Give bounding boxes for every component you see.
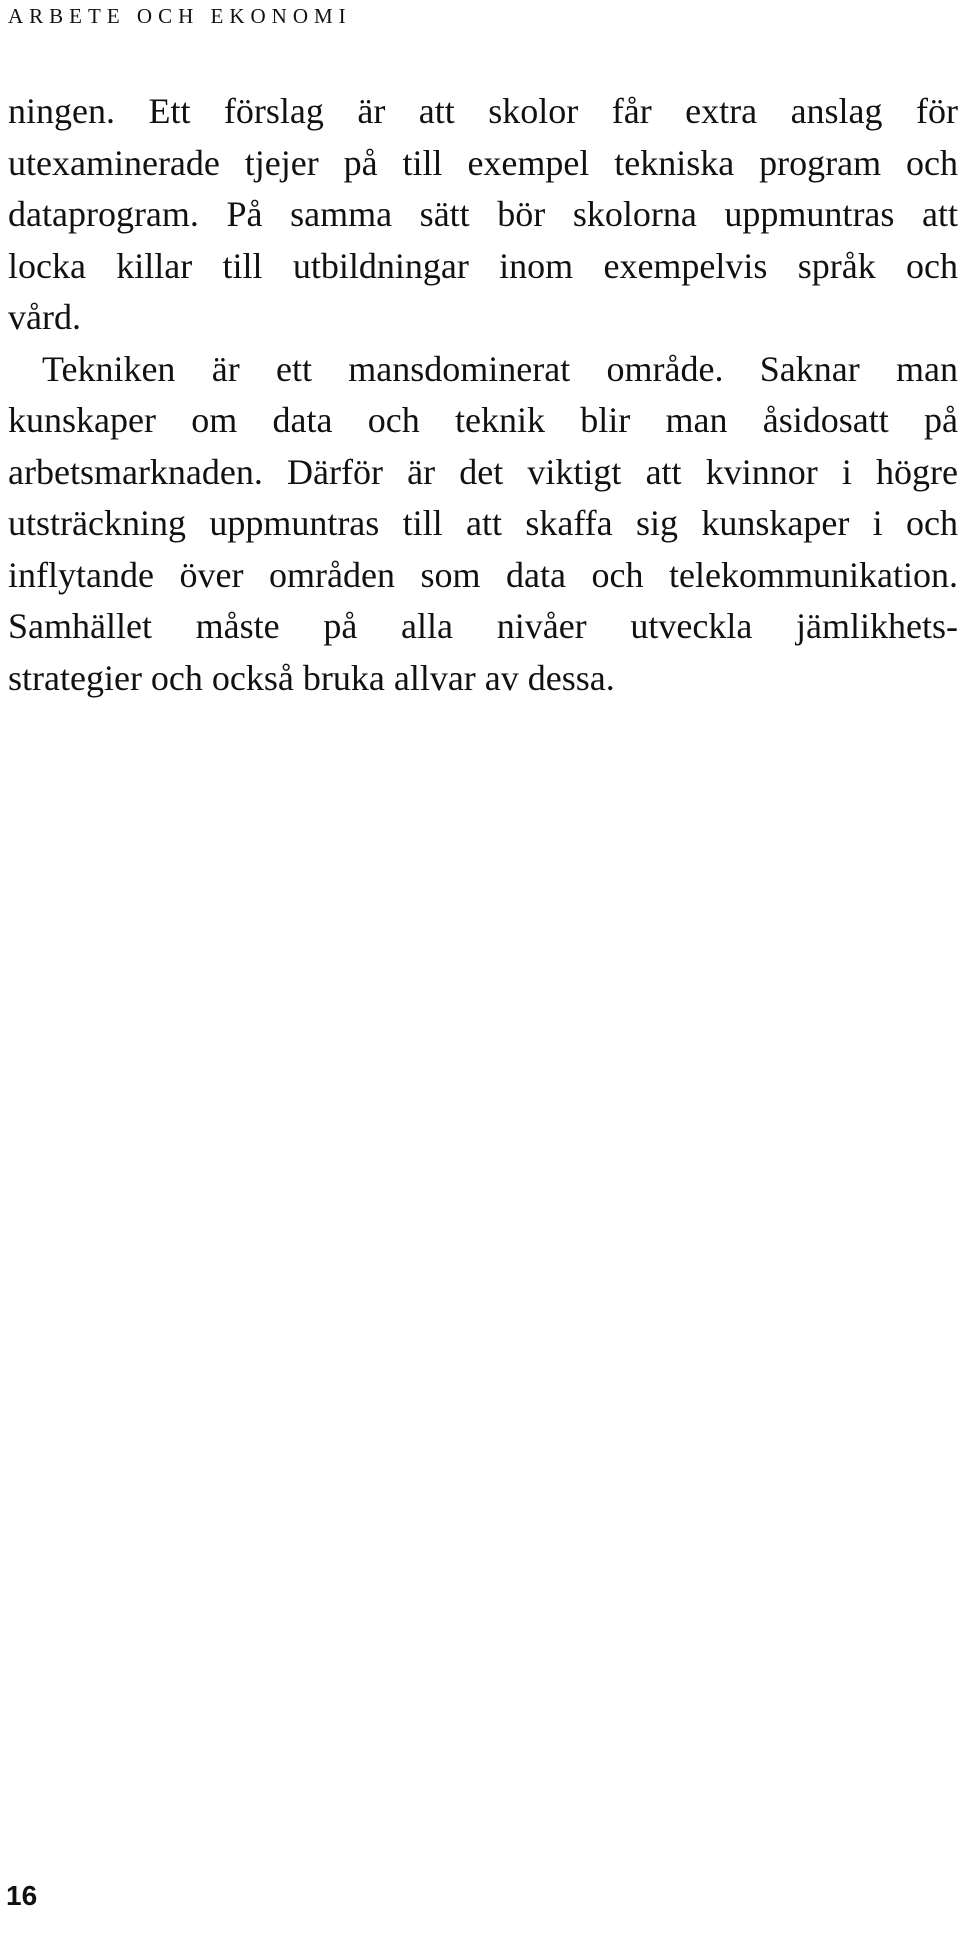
text-line: strategier och också bruka allvar av dessa. <box>8 657 615 698</box>
page-number: 16 <box>6 1880 38 1911</box>
text-line: dataprogram. På samma sätt bör skolorna uppmuntras att <box>8 194 958 234</box>
text-line: ningen. Ett förslag är att skolor får extra anslag för <box>8 91 958 131</box>
text-line: locka killar till utbildningar inom exempelvis språk och <box>8 245 958 286</box>
text-line: arbetsmarknaden. Därför är det viktigt att kvinnor i högre <box>8 451 958 492</box>
text-line: utexaminerade tjejer på till exempel tekniska program och <box>8 142 958 183</box>
text-line: Tekniken är ett mansdominerat område. Saknar man <box>42 348 958 389</box>
text-line: utsträckning uppmuntras till att skaffa sig kunskaper i och <box>8 503 958 543</box>
text-line: inflytande över områden som data och telekommunikation. <box>8 554 958 595</box>
text-line: vård. <box>8 297 81 337</box>
running-header: ARBETE OCH EKONOMI <box>8 4 352 28</box>
text-line: Samhället måste på alla nivåer utveckla jämlikhets- <box>8 606 958 646</box>
text-line: kunskaper om data och teknik blir man åsidosatt på <box>8 400 958 440</box>
body-paragraphs <box>8 86 958 704</box>
